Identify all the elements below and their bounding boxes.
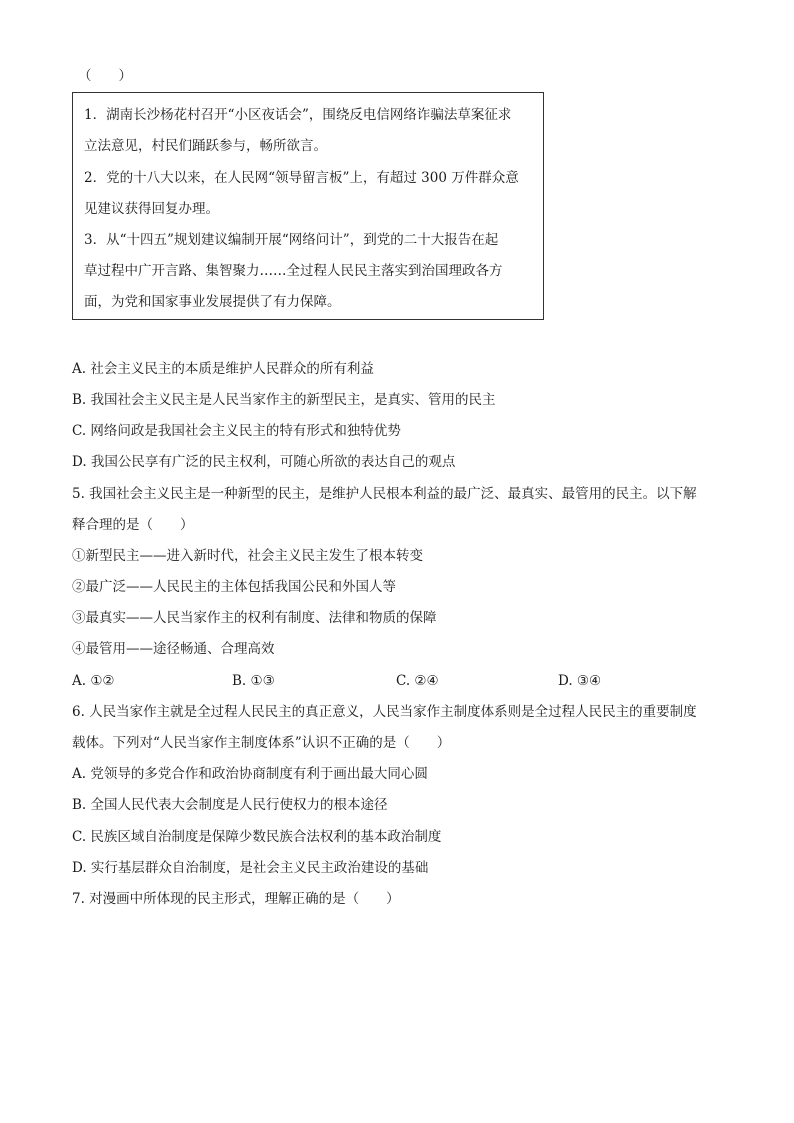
- q6-option-d: D. 实行基层群众自治制度，是社会主义民主政治建设的基础: [72, 860, 429, 876]
- material-line: 2．党的十八大以来，在人民网“领导留言板”上，有超过 300 万件群众意: [84, 170, 519, 186]
- q6-option-a: A. 党领导的多党合作和政治协商制度有利于画出最大同心圆: [72, 766, 428, 782]
- q6-option-c: C. 民族区域自治制度是保障少数民族合法权利的基本政治制度: [72, 829, 442, 845]
- q6-stem-cont: 载体。下列对“人民当家作主制度体系”认识不正确的是（ ）: [72, 735, 451, 751]
- material-line: 3．从“十四五”规划建议编制开展“网络问计”，到党的二十大报告在起: [84, 232, 499, 248]
- q4-option-c: C. 网络问政是我国社会主义民主的特有形式和独特优势: [72, 423, 401, 439]
- q5-item-3: ③最真实——人民当家作主的权利有制度、法律和物质的保障: [72, 610, 437, 626]
- q5-stem: 5. 我国社会主义民主是一种新型的民主，是维护人民根本利益的最广泛、最真实、最管用的民主。以下解: [72, 486, 697, 502]
- q5-option-d: D. ③④: [558, 673, 602, 689]
- q4-option-d: D. 我国公民享有广泛的民主权利，可随心所欲的表达自己的观点: [72, 454, 456, 470]
- material-line: 面，为党和国家事业发展提供了有力保障。: [84, 294, 341, 310]
- material-line: 立法意见，村民们踊跃参与，畅所欲言。: [84, 138, 327, 154]
- q4-option-a: A. 社会主义民主的本质是维护人民群众的所有利益: [72, 361, 374, 377]
- q6-option-b: B. 全国人民代表大会制度是人民行使权力的根本途径: [72, 797, 388, 813]
- q5-option-b: B. ①③: [232, 673, 275, 689]
- q5-item-4: ④最管用——途径畅通、合理高效: [72, 641, 275, 657]
- q4-option-b: B. 我国社会主义民主是人民当家作主的新型民主，是真实、管用的民主: [72, 392, 496, 408]
- q5-item-2: ②最广泛——人民民主的主体包括我国公民和外国人等: [72, 579, 396, 595]
- q5-option-a: A. ①②: [72, 673, 115, 689]
- q5-item-1: ①新型民主——进入新时代，社会主义民主发生了根本转变: [72, 548, 423, 564]
- material-line: 1．湖南长沙杨花村召开“小区夜话会”，围绕反电信网络诈骗法草案征求: [84, 107, 512, 123]
- q7-stem: 7. 对漫画中所体现的民主形式，理解正确的是（ ）: [72, 891, 400, 907]
- q5-options: [72, 671, 712, 691]
- q4-material-box: [72, 92, 544, 320]
- q5-stem-cont: 释合理的是（ ）: [72, 517, 194, 533]
- q6-stem: 6. 人民当家作主就是全过程人民民主的真正意义，人民当家作主制度体系则是全过程人民民主的重要制度: [72, 704, 697, 720]
- material-line: 草过程中广开言路、集智聚力……全过程人民民主落实到治国理政各方: [84, 263, 503, 279]
- material-line: 见建议获得回复办理。: [84, 201, 219, 217]
- q5-option-c: C. ②④: [396, 673, 439, 689]
- q4-paren: （ ）: [78, 68, 132, 84]
